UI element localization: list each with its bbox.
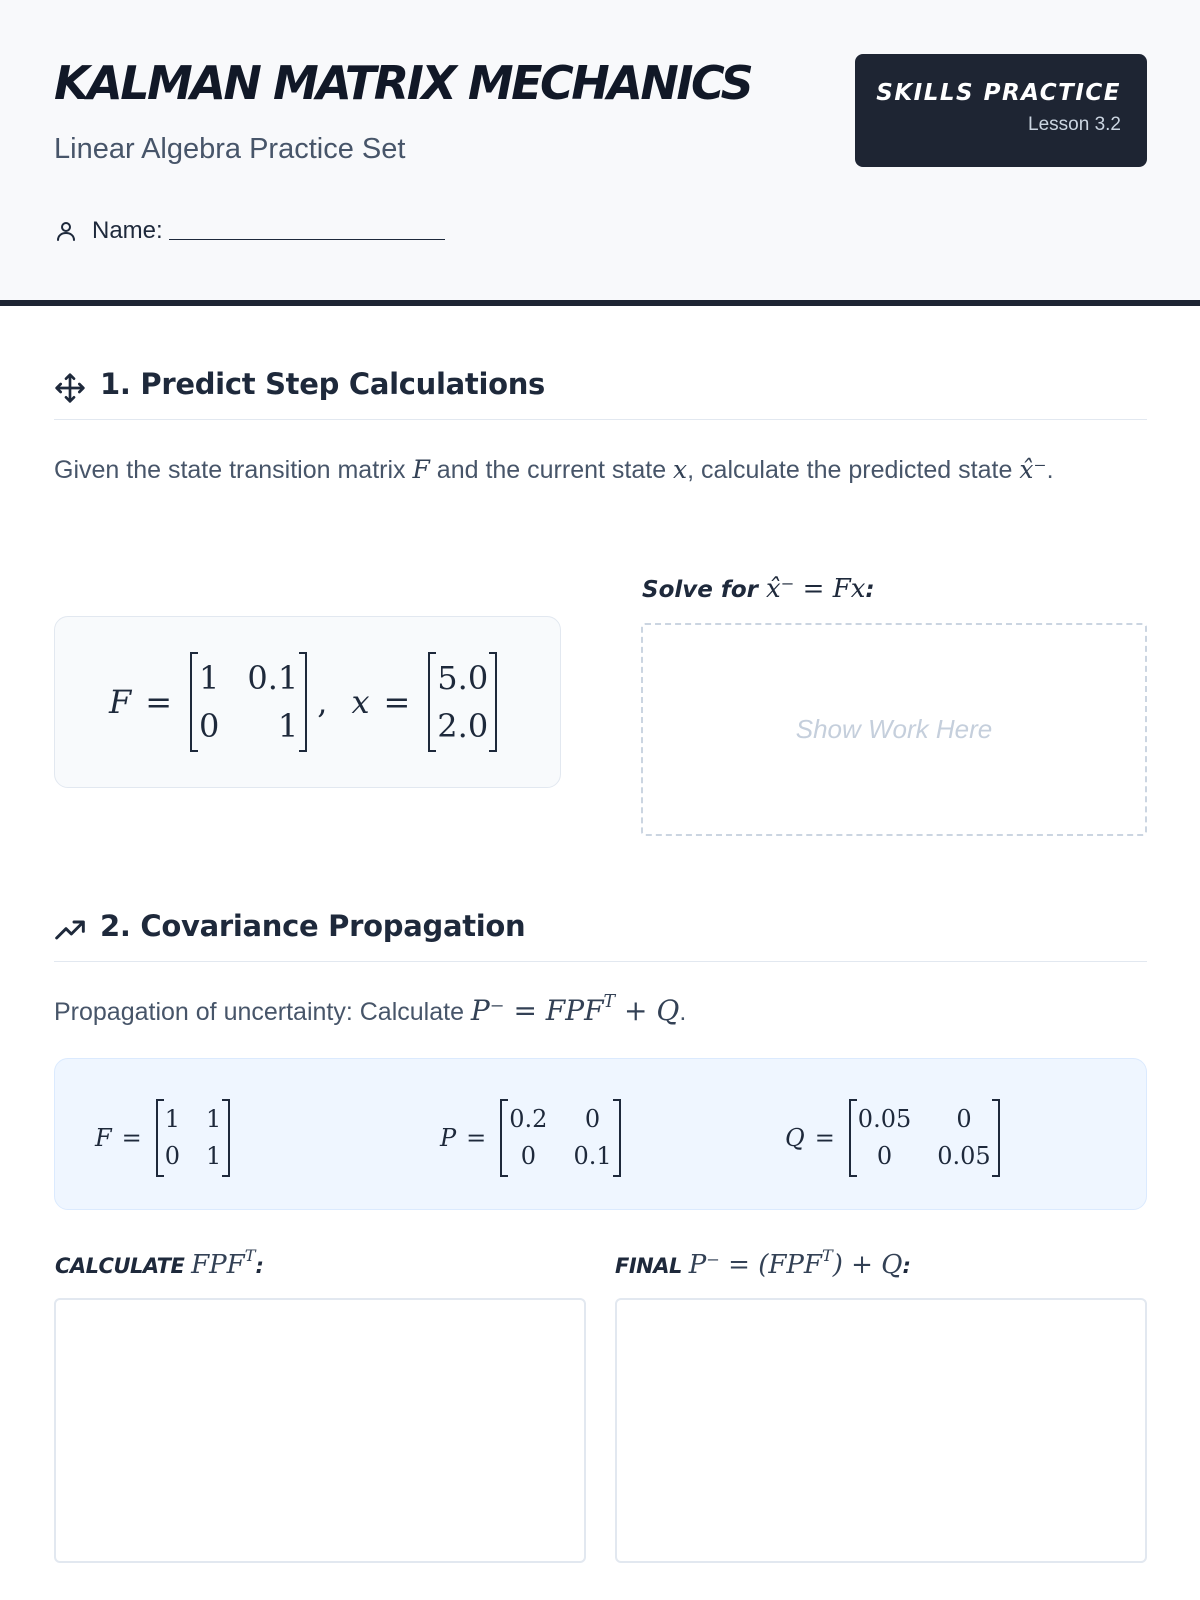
matrix-Q-equation: Q = 0.05 0 0 0.05 [785,1101,1004,1175]
section-2-title: 2. Covariance Propagation [100,909,526,943]
section-1-title: 1. Predict Step Calculations [100,367,546,401]
section-2-intro: Propagation of uncertainty: Calculate $P^- = FPF^T + Q$. [54,991,687,1027]
vector-x [428,654,497,750]
badge-title: SKILLS PRACTICE [876,80,1121,106]
matrix-cell: 0.2 [509,1105,548,1133]
work-placeholder: Show Work Here [795,714,993,744]
matrix-P-equation: P = 0.2 0 0 0.1 [440,1101,625,1175]
given-equation: F = 1 0.1 0 1 , x = 5.0 2.0 [109,654,501,750]
matrix-cell: 2.0 [437,707,489,745]
section-1-intro [54,450,1147,490]
trending-up-icon [54,914,86,946]
matrix-cell: 0 [199,707,220,745]
skills-badge [855,54,1147,167]
matrix-label-Q: Q [785,1124,805,1152]
transpose-sup: T [603,991,616,1012]
calculate-answer-box[interactable] [54,1298,586,1563]
section-1-header [54,360,1147,420]
badge-lesson: Lesson 3.2 [1028,114,1121,135]
matrix-Q [849,1101,1000,1175]
vector-label-x: x [351,683,370,721]
var-x: x [673,455,688,484]
intro-text: . [1046,456,1054,484]
final-label: FINAL $P^- = (FPF^T) + Q$: [615,1245,911,1280]
given-values-box [54,616,561,788]
intro-text: , calculate the predicted state [687,456,1020,484]
final-expression: P⁻ = (FPF [688,1250,822,1280]
calc-expression: FPF [191,1250,245,1280]
move-arrows-icon [54,372,86,404]
calculate-label: CALCULATE $FPF^T$: [55,1245,264,1280]
matrix-cell: 0.1 [247,659,299,697]
matrix-F [190,654,307,750]
matrix-cell: 1 [277,707,299,745]
var-F: F [412,455,430,484]
worksheet-header [0,0,1200,306]
section-2-header [54,902,1147,962]
transpose-sup: T [244,1245,256,1265]
intro-text: Given the state transition matrix [54,456,413,484]
calculate-label-text: CALCULATE [55,1254,185,1278]
transpose-sup: T [821,1245,833,1265]
intro-text: Propagation of uncertainty: Calculate [54,998,471,1026]
matrix-cell: 0.05 [857,1105,912,1133]
name-label: Name: [92,217,163,244]
solve-equation: x̂⁻ = Fx [766,574,866,604]
matrix-P [500,1101,620,1175]
matrix-cell: 0 [876,1142,893,1170]
intro-equation: + Q [615,994,680,1027]
user-icon [54,219,78,243]
work-area[interactable] [641,623,1147,836]
solve-label: Solve for x̂⁻ = Fx: [642,574,875,604]
matrix-F [156,1101,231,1175]
matrix-cell: 0.05 [937,1142,991,1170]
page-title: KALMAN MATRIX MECHANICS [54,56,752,110]
final-answer-box[interactable] [615,1298,1147,1563]
name-row [54,216,445,246]
matrix-cell: 5.0 [437,659,489,697]
matrix-label-F: F [95,1124,112,1152]
final-label-text: FINAL [615,1254,682,1278]
intro-equation: P⁻ = FPF [470,994,604,1027]
name-field[interactable] [169,222,445,240]
matrix-cell: 0 [956,1105,972,1133]
matrix-cell: 1 [206,1142,222,1170]
matrix-label-P: P [440,1124,457,1152]
solve-label-text: Solve for [642,577,758,603]
matrix-cell: 0.1 [573,1142,612,1170]
matrix-cell: 1 [164,1105,181,1133]
intro-text: and the current state [429,456,674,484]
matrix-cell: 1 [206,1105,222,1133]
page-subtitle: Linear Algebra Practice Set [54,133,406,165]
matrix-cell: 0 [164,1142,181,1170]
var-xhat-minus: x̂⁻ [1019,455,1047,484]
matrix-cell: 0 [520,1142,536,1170]
matrix-F-equation: F = 1 1 0 1 [95,1101,234,1175]
matrix-label-F: F [109,683,132,721]
final-expression: ) + Q [832,1250,903,1280]
matrix-cell: 0 [584,1105,601,1133]
matrix-cell: 1 [199,659,220,697]
covariance-matrices-box [54,1058,1147,1210]
